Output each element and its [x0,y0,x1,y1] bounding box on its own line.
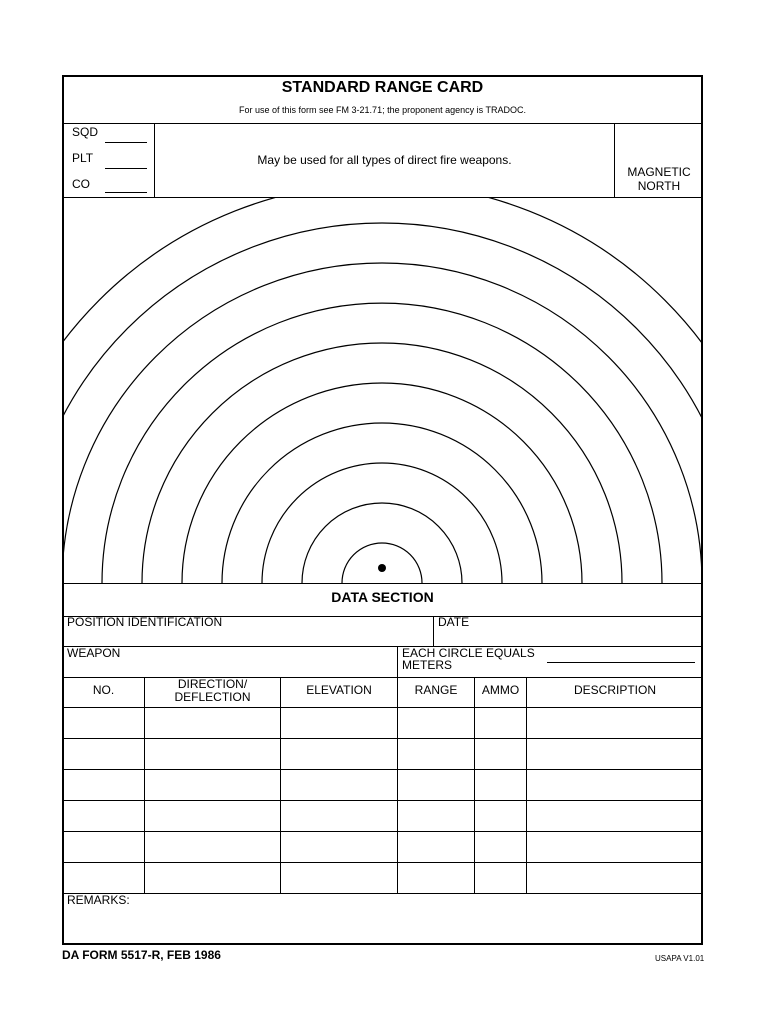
table-cell[interactable] [147,778,277,792]
table-cell[interactable] [66,871,141,885]
divider [397,647,398,677]
table-column-divider [526,678,527,893]
co-label: CO [72,177,90,191]
magnetic-label: MAGNETIC [627,165,691,179]
weapons-note: May be used for all types of direct fire weapons. [257,153,512,167]
date-field[interactable] [438,630,698,644]
sqd-field[interactable] [105,128,147,143]
plt-field[interactable] [105,154,147,169]
table-cell[interactable] [66,716,141,730]
table-row-divider [63,769,703,770]
table-cell[interactable] [529,871,700,885]
table-column-divider [397,678,398,893]
divider [63,583,703,584]
table-row-divider [63,893,703,894]
meters-label: METERS [402,658,453,672]
form-title: STANDARD RANGE CARD [281,79,484,96]
table-cell[interactable] [147,809,277,823]
table-cell[interactable] [147,747,277,761]
form-subtitle: For use of this form see FM 3-21.71; the proponent agency is TRADOC. [239,105,526,115]
weapon-field[interactable] [67,661,387,675]
remarks-label: REMARKS: [67,893,130,907]
sqd-label: SQD [72,125,99,139]
table-cell[interactable] [283,747,394,761]
table-cell[interactable] [400,716,471,730]
table-cell[interactable] [477,747,523,761]
table-cell[interactable] [400,809,471,823]
table-cell[interactable] [477,840,523,854]
col-header-description: DESCRIPTION [573,683,656,697]
plt-label: PLT [72,151,94,165]
table-row-divider [63,862,703,863]
col-header-deflection: DEFLECTION [174,690,251,704]
north-label: NORTH [637,179,681,193]
table-cell[interactable] [283,840,394,854]
table-row-divider [63,738,703,739]
col-header-range: RANGE [414,683,458,697]
range-sketch-area[interactable] [62,198,703,583]
table-cell[interactable] [283,871,394,885]
remarks-field[interactable] [67,908,697,940]
table-cell[interactable] [147,871,277,885]
data-section-title: DATA SECTION [331,589,434,605]
date-label: DATE [438,615,470,629]
col-header-ammo: AMMO [481,683,520,697]
table-column-divider [280,678,281,893]
table-cell[interactable] [283,809,394,823]
table-cell[interactable] [400,871,471,885]
table-cell[interactable] [477,778,523,792]
table-cell[interactable] [147,716,277,730]
table-cell[interactable] [400,747,471,761]
position-identification-label: POSITION IDENTIFICATION [67,615,223,629]
table-cell[interactable] [66,747,141,761]
table-cell[interactable] [66,778,141,792]
table-cell[interactable] [66,809,141,823]
table-cell[interactable] [283,778,394,792]
divider [63,123,703,124]
table-cell[interactable] [66,840,141,854]
table-cell[interactable] [529,716,700,730]
divider [433,617,434,646]
co-field[interactable] [105,178,147,193]
table-cell[interactable] [529,778,700,792]
position-marker [378,564,386,572]
range-ring [62,198,703,583]
table-cell[interactable] [400,778,471,792]
range-ring [62,223,703,583]
table-cell[interactable] [529,840,700,854]
table-cell[interactable] [529,747,700,761]
col-header-direction: DIRECTION/ [177,677,248,691]
table-cell[interactable] [477,809,523,823]
col-header-no: NO. [92,683,115,697]
table-row-divider [63,831,703,832]
table-cell[interactable] [529,809,700,823]
range-ring [182,383,582,583]
col-header-elevation: ELEVATION [306,683,372,697]
each-circle-equals-label: EACH CIRCLE EQUALS [402,646,535,660]
form-number: DA FORM 5517-R, FEB 1986 [62,948,221,962]
position-identification-field[interactable] [67,630,427,644]
table-cell[interactable] [400,840,471,854]
divider [63,707,703,708]
table-cell[interactable] [477,716,523,730]
range-ring [342,543,422,583]
divider [63,646,703,647]
table-cell[interactable] [283,716,394,730]
table-row-divider [63,800,703,801]
weapon-label: WEAPON [67,646,121,660]
form-version: USAPA V1.01 [655,954,705,963]
table-column-divider [474,678,475,893]
table-column-divider [144,678,145,893]
meters-per-circle-field[interactable] [547,649,695,663]
table-cell[interactable] [147,840,277,854]
table-cell[interactable] [477,871,523,885]
